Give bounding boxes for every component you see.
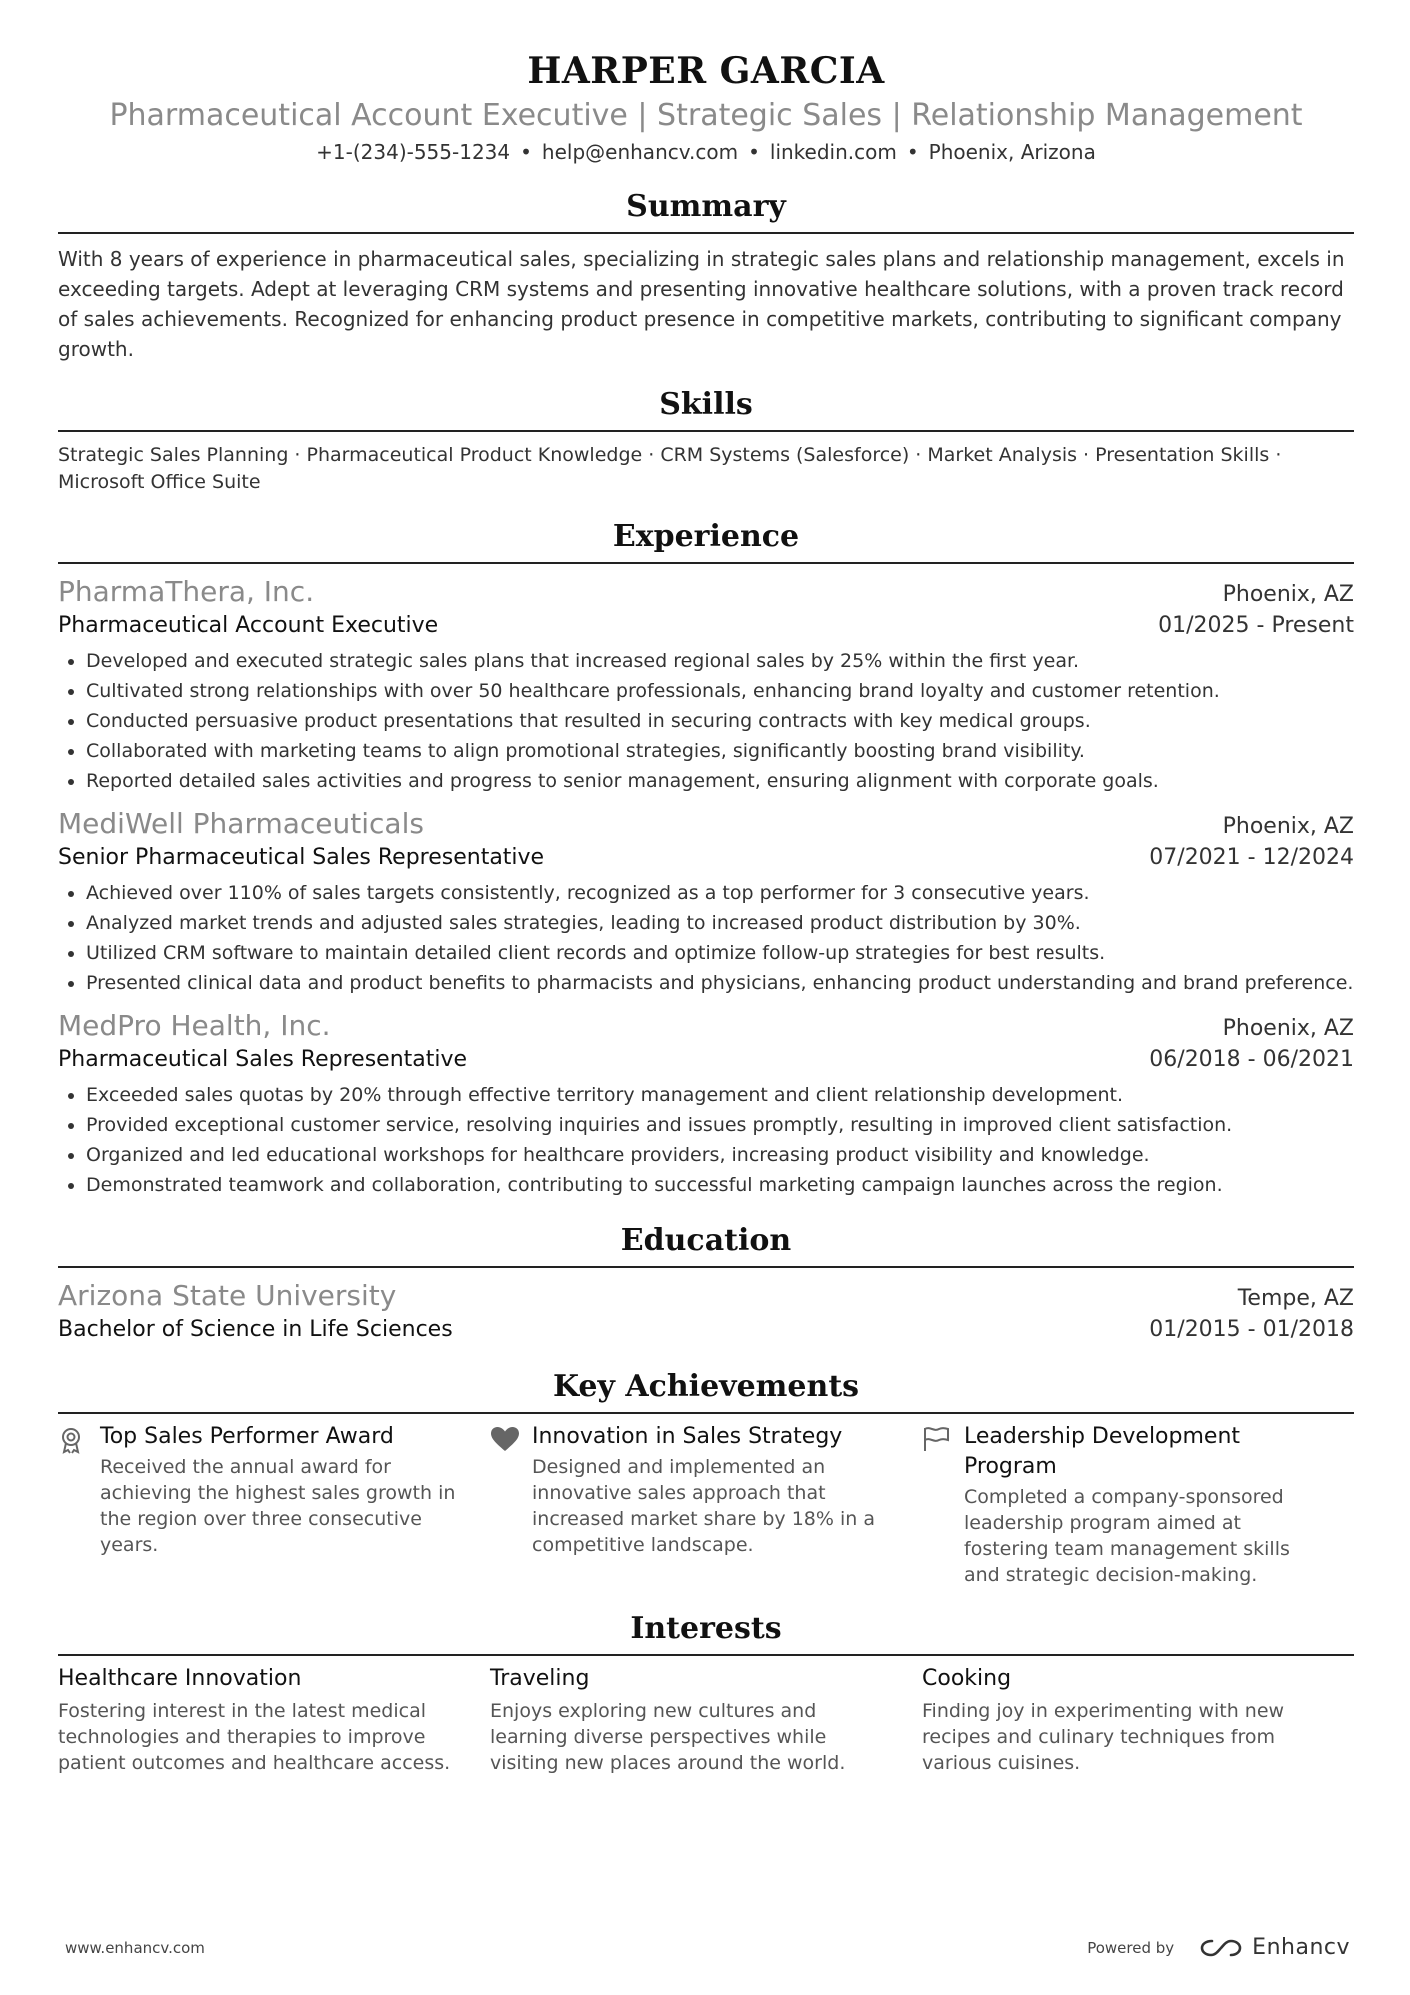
enhancv-logo-icon: [1198, 1936, 1244, 1960]
bullet-item: • Provided exceptional customer service, resolving inquiries and issues promptly, resulting in improved client satisfaction.: [86, 1110, 1354, 1140]
job-title: Pharmaceutical Sales Representative: [58, 1047, 468, 1072]
interest-item: [490, 1664, 922, 1776]
footer: [65, 1935, 1350, 1960]
bullet-item: • Presented clinical data and product benefits to pharmacists and physicians, enhancing product understanding and brand preference.: [86, 968, 1354, 998]
summary-text: With 8 years of experience in pharmaceutical sales, specializing in strategic sales plans and relationship management, excels in exceeding targets. Adept at leveraging CRM systems and presenting innovative healthcare solutions, with a proven track record of sales achievements. Recognized for enhancing product presence in competitive markets, contributing to significant company growth.: [58, 247, 1345, 361]
resume-page: [58, 48, 1354, 1776]
job-title: Senior Pharmaceutical Sales Representative: [58, 845, 545, 870]
job-location: Phoenix, AZ: [1222, 814, 1354, 839]
interests-grid: [58, 1664, 1354, 1776]
job-bullets: [58, 646, 1354, 796]
company-name: PharmaThera, Inc.: [58, 575, 315, 608]
achievement-description: Received the annual award for achieving the highest sales growth in the region over three consecutive years.: [100, 1456, 456, 1556]
education-dates: 01/2015 - 01/2018: [1149, 1317, 1354, 1342]
separator-dot: •: [520, 140, 532, 164]
job-title: Pharmaceutical Account Executive: [58, 613, 439, 638]
contact-line: [58, 138, 1354, 166]
powered-by-label: Powered by: [1087, 1938, 1175, 1957]
job-entry: [58, 1008, 1354, 1200]
interest-item: [922, 1664, 1354, 1776]
flag-icon: [922, 1422, 964, 1588]
school-name: Arizona State University: [58, 1279, 397, 1312]
interest-description: Finding joy in experimenting with new recipes and culinary techniques from various cuisines.: [922, 1700, 1285, 1774]
skills-list: Strategic Sales Planning · Pharmaceutical Product Knowledge · CRM Systems (Salesforce) · Market Analysis · Presentation Skills · Microsoft Office Suite: [58, 444, 1282, 493]
footer-branding: [1087, 1935, 1350, 1960]
job-dates: 01/2025 - Present: [1158, 613, 1354, 638]
company-name: MediWell Pharmaceuticals: [58, 807, 424, 840]
bullet-item: • Collaborated with marketing teams to align promotional strategies, significantly boosting brand visibility.: [86, 736, 1354, 766]
degree: Bachelor of Science in Life Sciences: [58, 1317, 453, 1342]
achievement-item: [922, 1422, 1354, 1588]
summary-heading: Summary: [58, 188, 1354, 234]
bullet-item: • Exceeded sales quotas by 20% through effective territory management and client relationship development.: [86, 1080, 1354, 1110]
linkedin-link[interactable]: linkedin.com: [769, 140, 897, 164]
achievement-title: Leadership Development Program: [964, 1424, 1241, 1479]
interest-title: Traveling: [490, 1666, 590, 1691]
bullet-item: • Conducted persuasive product presentations that resulted in securing contracts with key medical groups.: [86, 706, 1354, 736]
job-bullets: [58, 1080, 1354, 1200]
school-location: Tempe, AZ: [1237, 1286, 1354, 1311]
brand-name: Enhancv: [1252, 1935, 1350, 1960]
job-location: Phoenix, AZ: [1222, 582, 1354, 607]
interest-description: Enjoys exploring new cultures and learning diverse perspectives while visiting new places around the world.: [490, 1700, 846, 1774]
separator-dot: •: [906, 140, 919, 164]
job-location: Phoenix, AZ: [1222, 1016, 1354, 1041]
footer-website-link[interactable]: www.enhancv.com: [65, 1938, 205, 1957]
bullet-item: • Achieved over 110% of sales targets consistently, recognized as a top performer for 3 consecutive years.: [86, 878, 1354, 908]
location: Phoenix, Arizona: [928, 140, 1096, 164]
achievement-description: Completed a company-sponsored leadership program aimed at fostering team management skills and strategic decision-making.: [964, 1486, 1290, 1586]
interests-heading: Interests: [58, 1610, 1354, 1656]
achievement-item: [490, 1422, 922, 1588]
phone[interactable]: +1-(234)-555-1234: [316, 140, 511, 164]
achievements-heading: Key Achievements: [58, 1368, 1354, 1414]
job-dates: 07/2021 - 12/2024: [1149, 845, 1354, 870]
interest-title: Cooking: [922, 1666, 1012, 1691]
bullet-item: • Demonstrated teamwork and collaboration, contributing to successful marketing campaign launches across the region.: [86, 1170, 1354, 1200]
achievement-item: [58, 1422, 490, 1588]
job-bullets: [58, 878, 1354, 998]
job-entry: [58, 806, 1354, 998]
achievement-description: Designed and implemented an innovative sales approach that increased market share by 18% in a competitive landscape.: [532, 1456, 875, 1556]
company-name: MedPro Health, Inc.: [58, 1009, 331, 1042]
skills-heading: Skills: [58, 386, 1354, 432]
education-entry: [58, 1278, 1354, 1346]
achievements-grid: [58, 1422, 1354, 1588]
candidate-name: HARPER GARCIA: [527, 50, 885, 92]
headline: Pharmaceutical Account Executive | Strategic Sales | Relationship Management: [109, 98, 1303, 133]
interest-title: Healthcare Innovation: [58, 1666, 302, 1691]
separator-dot: •: [748, 140, 760, 164]
bullet-item: • Utilized CRM software to maintain detailed client records and optimize follow-up strategies for best results.: [86, 938, 1354, 968]
heart-icon: [490, 1422, 532, 1588]
interest-item: [58, 1664, 490, 1776]
education-heading: Education: [58, 1222, 1354, 1268]
job-dates: 06/2018 - 06/2021: [1149, 1047, 1354, 1072]
award-icon: [58, 1422, 100, 1588]
interest-description: Fostering interest in the latest medical technologies and therapies to improve patient outcomes and healthcare access.: [58, 1700, 451, 1774]
bullet-item: • Reported detailed sales activities and progress to senior management, ensuring alignment with corporate goals.: [86, 766, 1354, 796]
bullet-item: • Developed and executed strategic sales plans that increased regional sales by 25% within the first year.: [86, 646, 1354, 676]
achievement-title: Innovation in Sales Strategy: [532, 1424, 843, 1449]
bullet-item: • Organized and led educational workshops for healthcare providers, increasing product visibility and knowledge.: [86, 1140, 1354, 1170]
experience-heading: Experience: [58, 518, 1354, 564]
job-entry: [58, 574, 1354, 796]
bullet-item: • Cultivated strong relationships with over 50 healthcare professionals, enhancing brand loyalty and customer retention.: [86, 676, 1354, 706]
email[interactable]: help@enhancv.com: [541, 140, 739, 164]
bullet-item: • Analyzed market trends and adjusted sales strategies, leading to increased product distribution by 30%.: [86, 908, 1354, 938]
achievement-title: Top Sales Performer Award: [100, 1424, 394, 1449]
